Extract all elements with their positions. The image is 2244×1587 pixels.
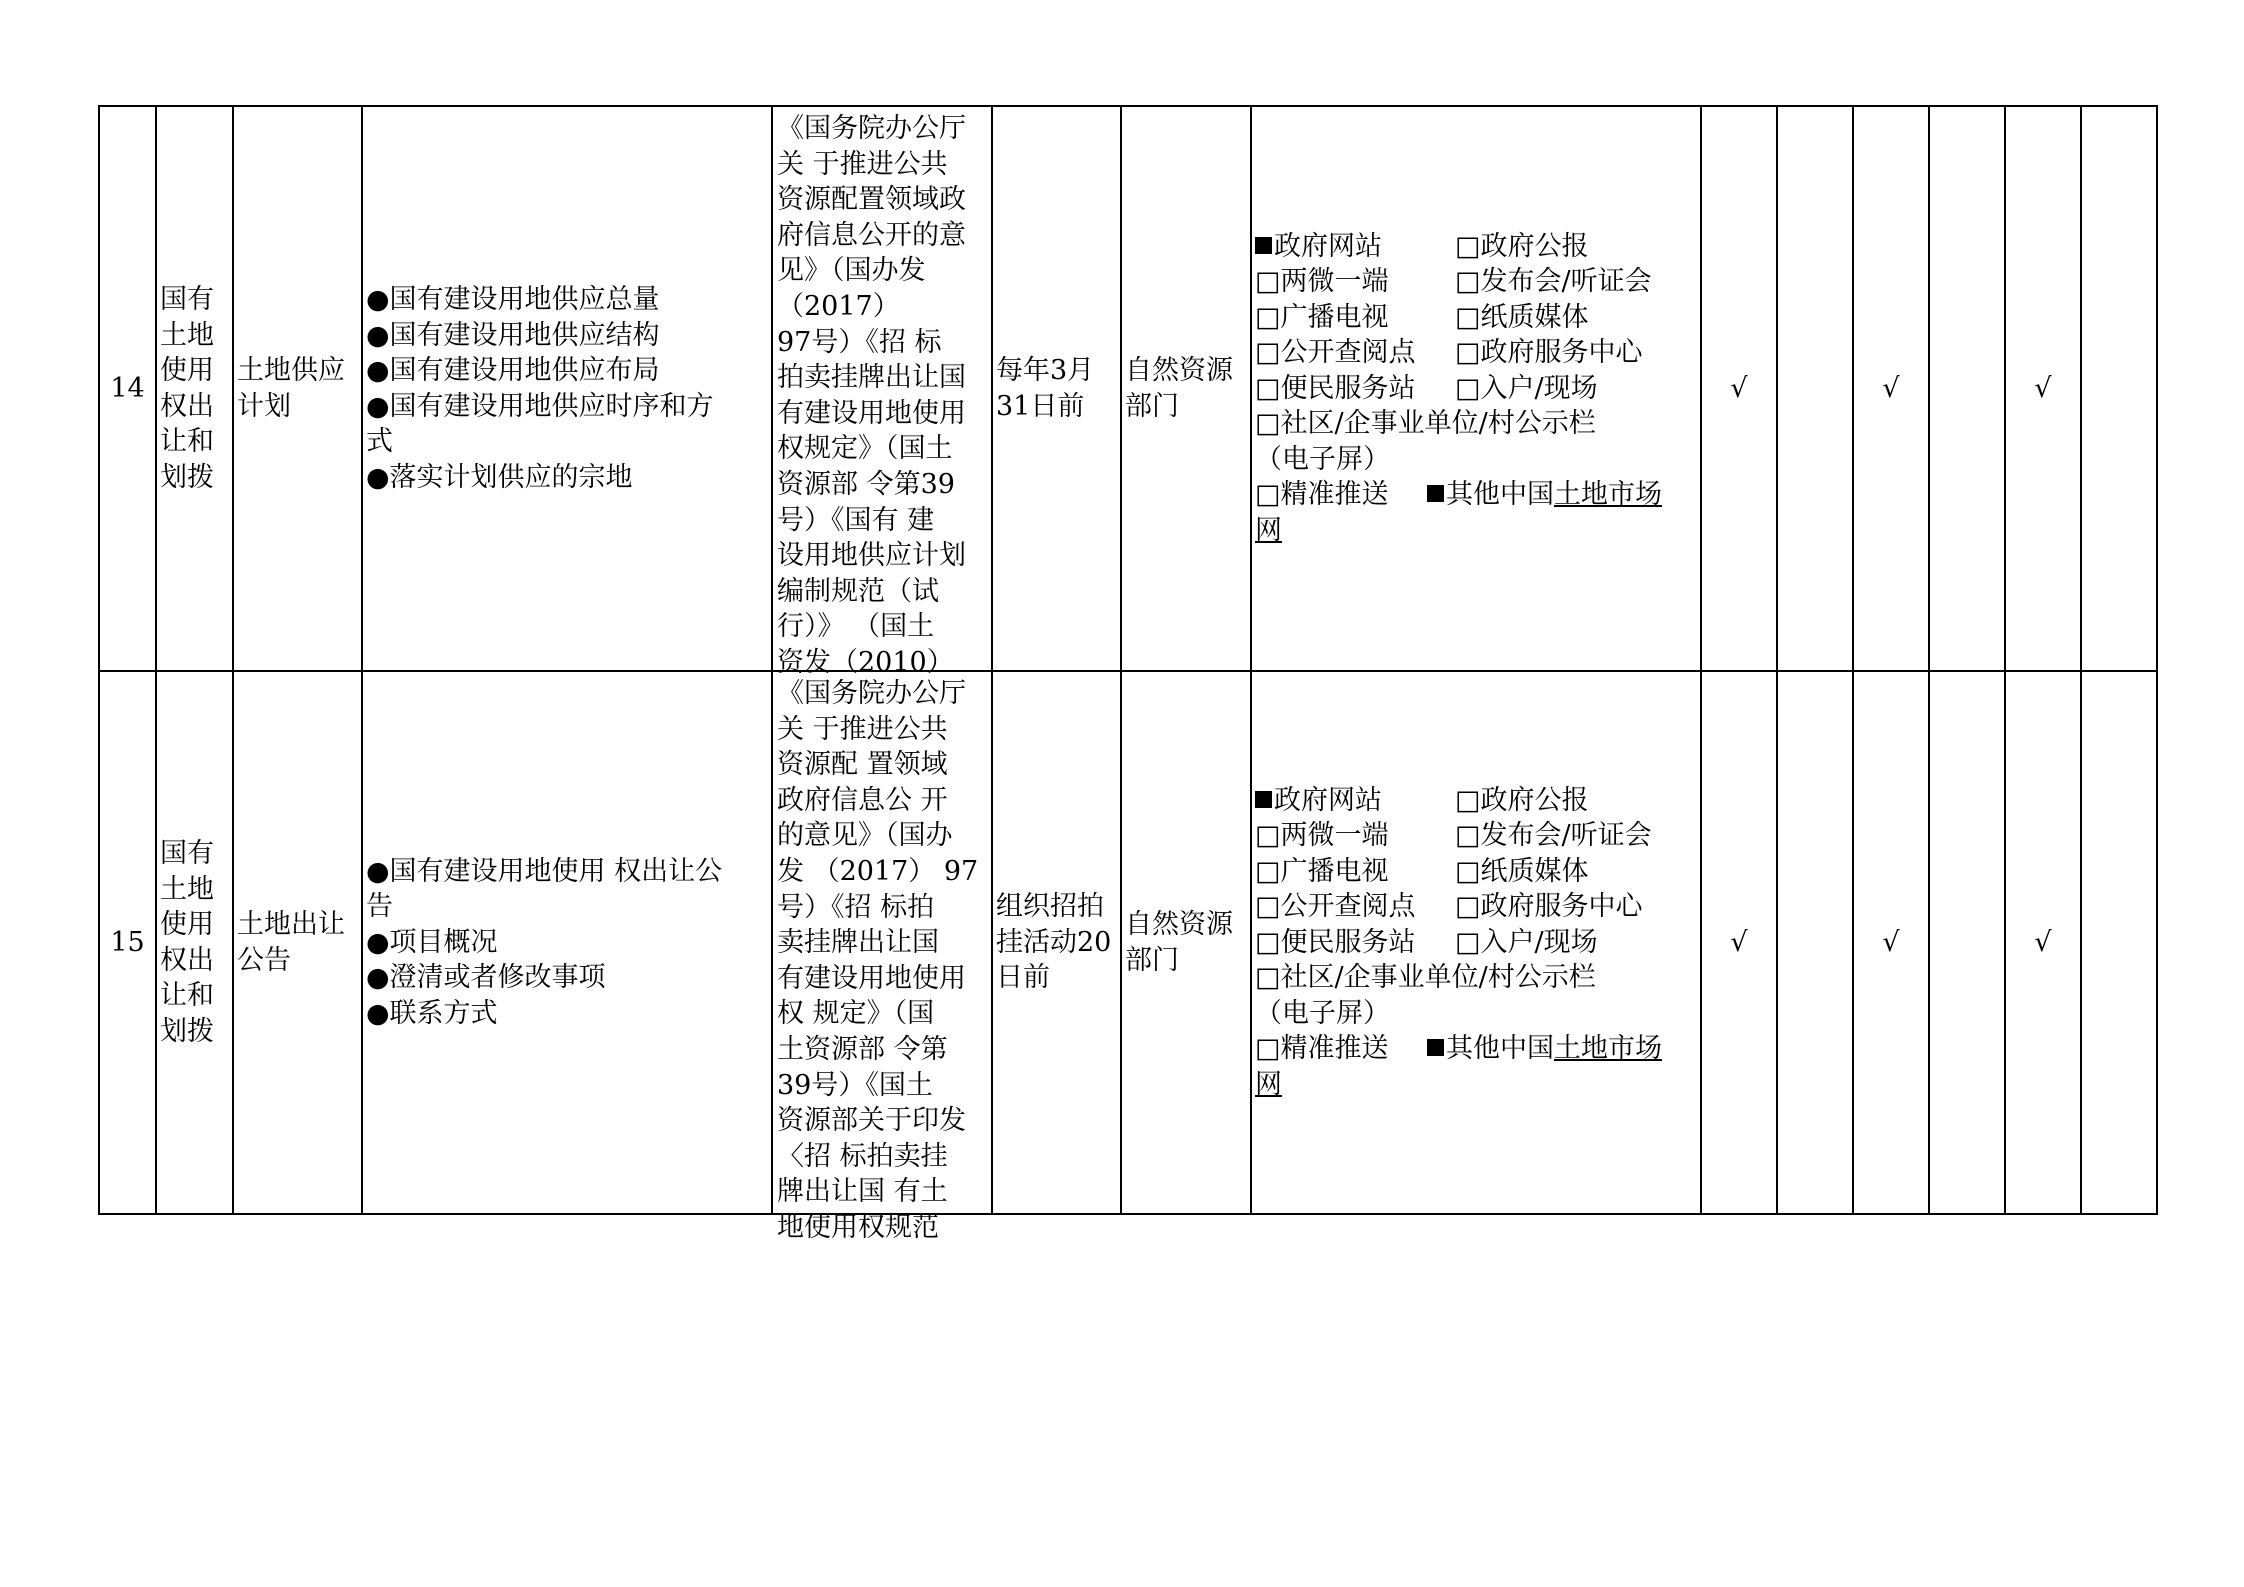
item-line: 公告 <box>237 944 291 976</box>
category-line: 国有 <box>160 284 214 315</box>
basis-line: 资源部 令第39 <box>777 468 955 500</box>
category-line: 划拨 <box>160 1015 214 1047</box>
channel-two-micro: □两微一端 <box>1255 266 1389 298</box>
basis-line: 《国务院办公厅 <box>777 678 966 709</box>
content-line: ●国有建设用地供应结构 <box>366 319 660 351</box>
channel-screen: （电子屏） <box>1255 443 1390 475</box>
channel-paper-media: □纸质媒体 <box>1455 855 1589 887</box>
table-row <box>99 671 2157 1214</box>
subject-cell <box>1121 106 1251 671</box>
basis-line: 地使用权规范 <box>777 1211 939 1243</box>
basis-line: 牌出让国 有土 <box>777 1176 948 1208</box>
channel-other: 其他中国土地市场 <box>1427 477 1662 513</box>
content-cell <box>362 106 772 671</box>
basis-line: 权规定》（国土 <box>777 433 953 465</box>
time-line: 组织招拍 <box>996 891 1104 923</box>
basis-line: 政府信息公 开 <box>777 784 948 816</box>
content-line: 式 <box>366 426 393 457</box>
row-number: 15 <box>99 671 156 1214</box>
basis-line: 见》（国办发 <box>777 255 926 287</box>
content-line: ●落实计划供应的宗地 <box>366 461 633 493</box>
channel-household: □入户/现场 <box>1455 926 1598 958</box>
basis-text <box>777 111 989 678</box>
time-line: 挂活动20 <box>996 926 1112 958</box>
channel-two-micro: □两微一端 <box>1255 820 1389 852</box>
check-cell <box>2081 106 2157 671</box>
check-cell: √ <box>1701 106 1777 671</box>
item-line: 计划 <box>237 390 291 422</box>
category-cell <box>156 671 233 1214</box>
channel-paper-media: □纸质媒体 <box>1455 301 1589 333</box>
channel-broadcast: □广播电视 <box>1255 301 1389 333</box>
basis-text <box>777 676 989 1243</box>
category-line: 使用 <box>160 355 214 386</box>
content-line: ●国有建设用地供应布局 <box>366 355 660 386</box>
channel-broadcast: □广播电视 <box>1255 855 1389 887</box>
category-line: 让和 <box>160 980 214 1011</box>
table-row <box>99 106 2157 671</box>
basis-line: 关 于推进公共 <box>777 713 948 745</box>
content-cell <box>362 671 772 1214</box>
check-cell: √ <box>1701 671 1777 1214</box>
subject-line: 自然资源 <box>1125 355 1233 386</box>
check-cell <box>1929 671 2005 1214</box>
channel-precise-push: □精准推送 <box>1255 479 1389 511</box>
basis-line: 行）》 （国土 <box>777 611 935 643</box>
channel-other: 其他中国土地市场 <box>1427 1031 1662 1067</box>
basis-line: 卖挂牌出让国 <box>777 927 939 959</box>
basis-line: 号）《招 标拍 <box>777 891 935 923</box>
check-cell <box>2081 671 2157 1214</box>
subject-line: 部门 <box>1125 944 1179 976</box>
channels-cell <box>1251 671 1701 1214</box>
disclosure-table <box>98 105 2158 1243</box>
basis-line: 资源配置领域政 <box>777 184 966 216</box>
basis-line: 39号）《国土 <box>777 1069 933 1101</box>
land-market-link-tail[interactable]: 网 <box>1255 514 1282 546</box>
channel-public-reading: □公开查阅点 <box>1255 337 1416 369</box>
row-number: 14 <box>99 106 156 671</box>
channel-citizen-service: □便民服务站 <box>1255 926 1416 958</box>
channel-press-conf: □发布会/听证会 <box>1455 266 1652 298</box>
checked-box-icon <box>1427 1039 1444 1056</box>
basis-line: 拍卖挂牌出让国 <box>777 362 966 394</box>
channel-gov-service-center: □政府服务中心 <box>1455 891 1643 923</box>
category-line: 土地 <box>160 319 214 351</box>
category-line: 国有 <box>160 838 214 869</box>
land-market-link[interactable]: 土地市场 <box>1554 1033 1662 1065</box>
item-cell <box>233 671 362 1214</box>
channel-precise-push: □精准推送 <box>1255 1033 1389 1065</box>
check-cell <box>1929 106 2005 671</box>
channel-gov-website: 政府网站 <box>1255 783 1455 819</box>
content-line: ●联系方式 <box>366 997 498 1029</box>
channel-gov-gazette: □政府公报 <box>1455 230 1589 262</box>
content-line: ●国有建设用地供应时序和方 <box>366 390 714 422</box>
check-cell <box>1777 671 1853 1214</box>
channel-screen: （电子屏） <box>1255 997 1390 1029</box>
basis-line: 有建设用地使用 <box>777 962 966 994</box>
check-cell: √ <box>2005 671 2081 1214</box>
basis-line: 权 规定》（国 <box>777 998 935 1030</box>
content-line: 告 <box>366 891 393 923</box>
time-limit-cell <box>992 106 1121 671</box>
basis-line: 府信息公开的意 <box>777 219 966 251</box>
channels-cell <box>1251 106 1701 671</box>
category-line: 划拨 <box>160 461 214 493</box>
subject-line: 自然资源 <box>1125 909 1233 940</box>
category-line: 权出 <box>160 944 214 976</box>
check-cell <box>1777 106 1853 671</box>
channel-household: □入户/现场 <box>1455 372 1598 404</box>
time-line: 日前 <box>996 962 1050 994</box>
subject-cell <box>1121 671 1251 1214</box>
channel-gov-website: 政府网站 <box>1255 229 1455 265</box>
check-cell: √ <box>1853 106 1929 671</box>
content-line: ●国有建设用地使用 权出让公 <box>366 855 723 887</box>
content-line: ●澄清或者修改事项 <box>366 962 606 994</box>
basis-line: 号）《国有 建 <box>777 504 935 536</box>
check-cell: √ <box>1853 671 1929 1214</box>
channel-gov-service-center: □政府服务中心 <box>1455 337 1643 369</box>
channel-citizen-service: □便民服务站 <box>1255 372 1416 404</box>
basis-line: 的意见》（国办 <box>777 820 953 852</box>
category-line: 土地 <box>160 873 214 905</box>
item-cell <box>233 106 362 671</box>
content-line: ●项目概况 <box>366 926 498 958</box>
basis-line: 设用地供应计划 <box>777 540 966 572</box>
category-line: 权出 <box>160 390 214 422</box>
category-line: 让和 <box>160 426 214 457</box>
basis-line: 发 （2017） 97 <box>777 855 979 887</box>
basis-line: 《国务院办公厅 <box>777 113 966 144</box>
channel-community: □社区/企事业单位/村公示栏 <box>1255 962 1596 994</box>
basis-line: 资源部关于印发 <box>777 1105 966 1137</box>
basis-line: 土资源部 令第 <box>777 1033 948 1065</box>
checked-box-icon <box>1255 237 1272 254</box>
item-line: 土地出让 <box>237 909 345 940</box>
category-cell <box>156 106 233 671</box>
channel-community: □社区/企事业单位/村公示栏 <box>1255 408 1596 440</box>
time-limit-cell <box>992 671 1121 1214</box>
content-line: ●国有建设用地供应总量 <box>366 284 660 315</box>
time-line: 每年3月 <box>996 355 1095 386</box>
checked-box-icon <box>1255 791 1272 808</box>
basis-cell <box>772 106 992 678</box>
checked-box-icon <box>1427 485 1444 502</box>
basis-line: 资发（2010） <box>777 646 954 678</box>
basis-line: 97号）《招 标 <box>777 326 942 358</box>
basis-line: 〈招 标拍卖挂 <box>777 1140 948 1172</box>
channel-press-conf: □发布会/听证会 <box>1455 820 1652 852</box>
basis-line: 资源配 置领域 <box>777 749 948 781</box>
basis-line: 有建设用地使用 <box>777 397 966 429</box>
channel-public-reading: □公开查阅点 <box>1255 891 1416 923</box>
check-cell: √ <box>2005 106 2081 671</box>
category-line: 使用 <box>160 909 214 940</box>
land-market-link-tail[interactable]: 网 <box>1255 1068 1282 1100</box>
basis-line: （2017） <box>777 290 900 322</box>
channel-gov-gazette: □政府公报 <box>1455 784 1589 816</box>
basis-line: 关 于推进公共 <box>777 148 948 180</box>
basis-line: 编制规范（试 <box>777 575 939 607</box>
subject-line: 部门 <box>1125 390 1179 422</box>
land-market-link[interactable]: 土地市场 <box>1554 479 1662 511</box>
time-line: 31日前 <box>996 390 1085 422</box>
item-line: 土地供应 <box>237 355 345 386</box>
basis-cell <box>772 671 992 1243</box>
